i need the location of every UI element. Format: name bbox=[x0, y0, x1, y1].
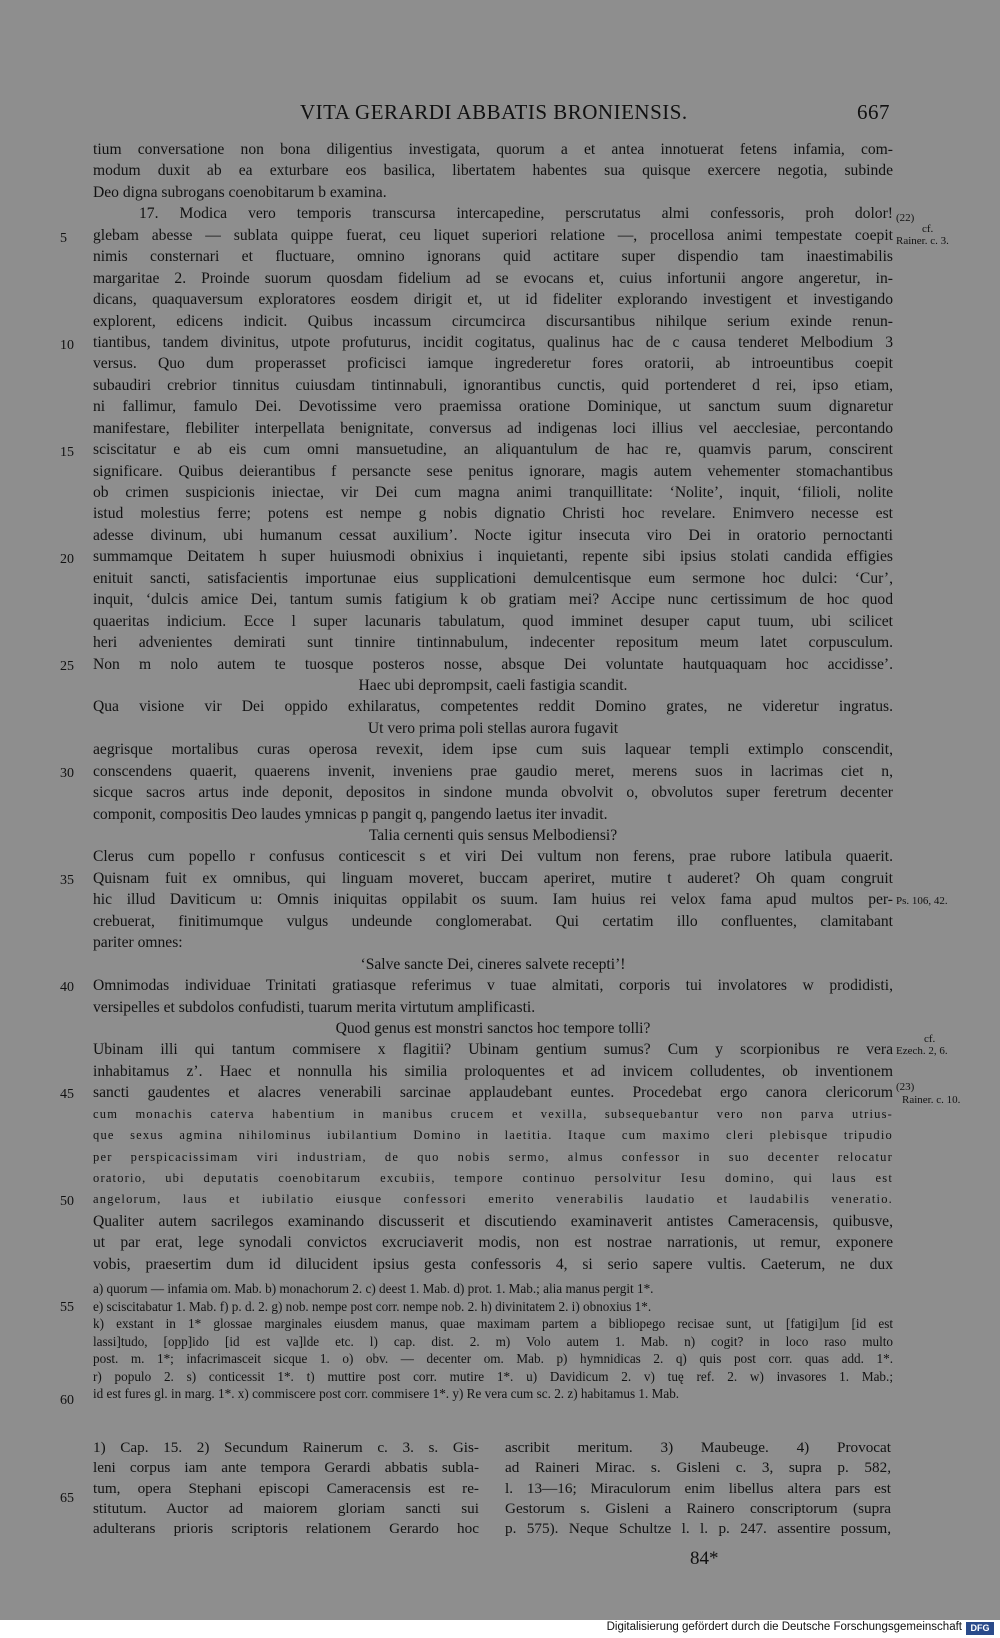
text-line: Omnimodas individuae Trinitati gratiasque referimus v tuae almitati, corporis tui involatores w prodidisti, bbox=[93, 977, 893, 995]
footer-bar bbox=[0, 1620, 1000, 1638]
text-line: Qualiter autem sacrilegos examinando discusserit et discutiendo examinaverit antistes Cameracensis, quibusve, bbox=[93, 1212, 893, 1230]
margin-note: (23) bbox=[896, 1081, 915, 1093]
text-line: conscendens quaerit, quaerens invenit, inveniens prae gaudio meret, merens suos in lacrimas ciet n, bbox=[93, 762, 893, 780]
footnote-line: p. 575). Neque Schultze l. l. p. 247. assentire possum, bbox=[505, 1520, 891, 1538]
text-line: adesse divinum, ubi humanum cessat auxilium’. Nocte igitur insecuta viro Dei in oratorio pernoctanti bbox=[93, 526, 893, 544]
apparatus-line: a) quorum — infamia om. Mab. b) monachorum 2. c) deest 1. Mab. d) prot. 1. Mab.; alia manus pergit 1*. bbox=[93, 1281, 654, 1296]
text-line: quaeritas indicium. Ecce l super lacunaris tabulatum, quod imminet desuper caput tuum, ubi scilicet bbox=[93, 612, 893, 630]
text-line: tiantibus, tandem divinitus, utpote profuturus, incidit cogitatus, qualinus hac de c causa tenderet Melbodium 3 bbox=[93, 333, 893, 351]
text-line: sicque sacros artus inde deponit, depositos in sindone munda obvolvit o, obvolutos super feretrum decenter bbox=[93, 784, 893, 802]
margin-note: cf. bbox=[922, 223, 934, 235]
footnote-line: ad Raineri Mirac. s. Gisleni c. 3, supra p. 582, bbox=[505, 1459, 891, 1477]
text-line: Quod genus est monstri sanctos hoc tempore tolli? bbox=[335, 1019, 651, 1037]
line-number: 35 bbox=[60, 873, 74, 888]
text-line: inquit, ‘dulcis amice Dei, tantum sumis fatigium k ob gratiam mei? Accipe nunc certissimum de hoc quod bbox=[93, 591, 893, 609]
line-number: 30 bbox=[60, 766, 74, 781]
line-number: 15 bbox=[60, 445, 74, 460]
text-line: Qua visione vir Dei oppido exhilaratus, competentes reddit Domino grates, ne videretur ingratus. bbox=[93, 698, 893, 716]
text-line: tium conversatione non bona diligentius investigata, quorum a et antea innotuerat fetens infamia, com- bbox=[93, 141, 893, 158]
critical-apparatus bbox=[93, 1280, 893, 1403]
line-number: 60 bbox=[60, 1393, 74, 1408]
text-line: heri advenientes demirati sunt tinnire tintinnabulum, indecenter repositum meum latet corpusculum. bbox=[93, 634, 893, 652]
line-number: 5 bbox=[60, 231, 67, 246]
page-number: 667 bbox=[857, 100, 890, 124]
text-line: enituit sancti, satisfacientis importunae eius supplicationi demulcentisque eum sermone hoc dulci: ‘Cur’, bbox=[93, 569, 893, 587]
apparatus-line: id est fures gl. in marg. 1*. x) commiscere post corr. commisere 1*. y) Re vera cum sc. 2. z) habitamus 1. Mab. bbox=[93, 1386, 680, 1401]
text-line: istud molestius ferre; potens est nempe g nobis dignatio Christi hoc revelare. Enimvero necesse est bbox=[93, 505, 893, 523]
text-line: ut par erat, lege synodali convictos excruciaverit modis, non est nostrae narrationis, ut remur, exponere bbox=[93, 1234, 893, 1252]
text-line: sancti gaudentes et alacres venerabili sarcinae applaudebant euntes. Procedebat ergo canora clericorum bbox=[93, 1084, 893, 1102]
margin-note: Ps. 106, 42. bbox=[896, 895, 948, 907]
text-line: que sexus agmina nihilominus iubilantium Domino in laetitia. Itaque cum maximo cleri plebisque tripudio bbox=[93, 1128, 893, 1143]
footnote-line: Gestorum s. Gisleni a Rainero conscriptorum (supra bbox=[505, 1499, 891, 1517]
line-number: 20 bbox=[60, 552, 74, 567]
text-line: subaudiri crebrior tinnitus cuiusdam tintinnabuli, ignorantibus cunctis, quid portenderet d rei, ipso etiam, bbox=[93, 376, 893, 394]
dfg-logo: DFG bbox=[966, 1622, 994, 1635]
text-line: versipelles et subdolos confudisti, tuarum merita virtutum amplificasti. bbox=[93, 998, 536, 1016]
line-number: 50 bbox=[60, 1194, 74, 1209]
line-number: 25 bbox=[60, 659, 74, 674]
text-line: Talia cernenti quis sensus Melbodiensi? bbox=[368, 827, 618, 844]
text-line: versus. Quo dum properasset proficisci iamque ingrederetur fores oratorii, ab introeuntibus coepit bbox=[93, 355, 893, 373]
text-line: significare. Quibus deierantibus f persancte sese penitus ignorare, magis autem vehementer stomachantibus bbox=[93, 462, 893, 480]
apparatus-line: k) exstant in 1* glossae marginales eiusdem manus, quae maximam partem a bibliopego recisae sunt, ut [fatigi]um [id est bbox=[93, 1316, 893, 1331]
margin-note: (22) bbox=[896, 212, 915, 224]
text-line: Deo digna subrogans coenobitarum b examina. bbox=[93, 183, 387, 201]
apparatus-line: post. m. 1*; infacrimasceit sicque 1. o) obv. — decenter om. Mab. p) hymnidicas 2. q) quis post corr. quas add. 1*. bbox=[93, 1351, 893, 1366]
line-number: 40 bbox=[60, 980, 74, 995]
apparatus-line: r) populo 2. s) conticessit 1*. t) muttire post corr. mutire 1*. u) Davidicum 2. v) tuę ref. 2. w) invasores 1. Mab.; bbox=[93, 1368, 893, 1384]
text-line: ob crimen suspicionis iniectae, vir Dei cum magna animi tranquillitate: ‘Nolite’, inquit, ‘filioli, nolite bbox=[93, 484, 893, 501]
margin-note: Rainer. c. 3. bbox=[896, 235, 949, 247]
footnotes-column-1 bbox=[93, 1438, 479, 1539]
text-line: Non m nolo autem te tuosque posteros nosse, absque Dei voluntate hautquaquam hoc accidisse’. bbox=[93, 655, 893, 673]
footer-text: Digitalisierung gefördert durch die Deutsche Forschungsgemeinschaft bbox=[606, 1621, 962, 1633]
text-line: vobis, praesertim dum id dilucident ipsius gesta confessoris 4, si serio sapere vultis. Caeterum, ne dux bbox=[93, 1255, 893, 1273]
signature-mark: 84* bbox=[690, 1548, 719, 1569]
apparatus-line: lassi]tudo, [opp]ido [id est va]lde etc. l) cap. dist. 2. m) Volo autem 1. Mab. n) cogit? in loco raso multo bbox=[93, 1333, 893, 1349]
text-line: pariter omnes: bbox=[93, 934, 183, 952]
margin-note: Rainer. c. 10. bbox=[902, 1094, 961, 1106]
text-line: inhabitamus z’. Haec et nonnulla his similia proloquentes et ad invicem colludentes, ob inventionem bbox=[93, 1062, 893, 1080]
footnotes-column-2 bbox=[505, 1438, 891, 1539]
main-text bbox=[93, 139, 893, 1275]
line-number: 55 bbox=[60, 1300, 74, 1315]
text-line: per perspicacissimam viri industriam, de quo nobis sermo, almus confessor in suo decenter relocatur bbox=[93, 1149, 893, 1164]
text-line: angelorum, laus et iubilatio eiusque confessori emerito venerabilis laudatio et laudabilis veneratio. bbox=[93, 1192, 893, 1207]
text-line: glebam abesse — sublata quippe fuerat, ceu liquet superiori relatione —, procellosa animi tempestate coepit bbox=[93, 226, 893, 244]
text-line: 17. Modica vero temporis transcursa intercapedine, perscrutatus almi confessoris, proh dolor! bbox=[139, 205, 893, 223]
text-line: ‘Salve sancte Dei, cineres salvete recepti’! bbox=[360, 955, 626, 973]
running-header bbox=[300, 100, 890, 125]
text-line: crebuerat, finitimumque vulgus undeunde conglomerabat. Qui certatim illo confluentes, clamitabant bbox=[93, 912, 893, 930]
header-title: VITA GERARDI ABBATIS BRONIENSIS. bbox=[300, 100, 688, 124]
text-line: aegrisque mortalibus curas operosa revexit, idem ipse cum suis laquear templi extimplo conscendit, bbox=[93, 741, 893, 759]
text-line: explorent, edicens indicit. Quibus incassum circumcirca discursantibus nihilque serium exinde renun- bbox=[93, 312, 893, 330]
text-line: oratorio, ubi deputatis coenobitarum excubiis, tempore continuo persolvitur Iesu domino, qui laus est bbox=[93, 1171, 893, 1185]
text-line: nimis consternari et fluctuare, omnino ignorans quid actitare super dispendio tam inaestimabilis bbox=[93, 248, 893, 266]
text-line: ni fallimur, famulo Dei. Devotissime vero praemissa oratione Dominique, ut sanctum suum dignaretur bbox=[93, 398, 893, 416]
text-line: summamque Deitatem h super huiusmodi obnixius i inquietanti, repente sibi ipsius stolati candida effigies bbox=[93, 548, 893, 566]
text-line: cum monachis caterva habentium in manibus crucem et vexilla, subsequebantur vero non parva utrius- bbox=[93, 1106, 893, 1121]
footnote-line: adulterans prioris scriptoris relationem Gerardo hoc bbox=[93, 1520, 479, 1538]
line-number: 65 bbox=[60, 1491, 74, 1506]
margin-note: cf. bbox=[924, 1033, 936, 1045]
text-line: Quisnam fuit ex omnibus, qui linguam moveret, buccam aperiret, mutire t auderet? Oh quam congruit bbox=[93, 869, 893, 887]
line-number: 45 bbox=[60, 1087, 74, 1102]
footnote-line: ascribit meritum. 3) Maubeuge. 4) Provocat bbox=[505, 1439, 891, 1456]
text-line: componit, compositis Deo laudes ymnicas p pangit q, pangendo laetus iter invadit. bbox=[93, 805, 608, 823]
footnote-line: leni corpus iam ante tempora Gerardi abbatis subla- bbox=[93, 1459, 479, 1477]
text-line: hic illud Daviticum u: Omnis iniquitas oppilabit os suum. Iam huius rei velox fama apud multos per- bbox=[93, 891, 893, 909]
margin-note: Ezech. 2, 6. bbox=[896, 1045, 948, 1057]
text-line: Ut vero prima poli stellas aurora fugavit bbox=[367, 719, 619, 737]
text-line: sciscitatur e ab eis cum omni mansuetudine, an aliquantulum de hac re, quamvis parum, conscirent bbox=[93, 441, 893, 459]
footnote-line: stitutum. Auctor ad maiorem gloriam sancti sui bbox=[93, 1499, 479, 1517]
text-line: margaritae 2. Proinde suorum quosdam fidelium ad se evocans et, cuius infortunii angore angeretur, in- bbox=[93, 269, 893, 287]
apparatus-line: e) sciscitabatur 1. Mab. f) p. d. 2. g) nob. nempe post corr. nempe nob. 2. h) divinitatem 2. i) obnoxius 1*. bbox=[93, 1298, 652, 1314]
text-line: modum duxit ab ea exturbare eos basilica, libertatem habentes sua quisque exercere negotia, subinde bbox=[93, 162, 893, 180]
footnote-line: tum, opera Stephani episcopi Cameracensis est re- bbox=[93, 1479, 479, 1497]
text-line: Clerus cum popello r confusus conticescit s et viri Dei vultum non ferens, prae rubore latibula quaerit. bbox=[93, 848, 893, 866]
text-line: manifestare, flebiliter interpellata benignitate, conversus ad indigenas loci illius vel aecclesiae, percontando bbox=[93, 419, 893, 437]
line-number: 10 bbox=[60, 338, 74, 353]
text-line: Ubinam illi qui tantum commisere x flagitii? Ubinam gentium sumus? Cum y scorpionibus re vera bbox=[93, 1041, 893, 1059]
footnote-line: 1) Cap. 15. 2) Secundum Rainerum c. 3. s. Gis- bbox=[93, 1439, 479, 1456]
text-line: Haec ubi deprompsit, caeli fastigia scandit. bbox=[358, 676, 628, 694]
text-line: dicans, quaquaversum exploratores eosdem dirigit et, ut id fideliter explorando investigent et investigando bbox=[93, 291, 893, 309]
footnote-line: l. 13—16; Miraculorum enim libellus altera pars est bbox=[505, 1479, 891, 1497]
